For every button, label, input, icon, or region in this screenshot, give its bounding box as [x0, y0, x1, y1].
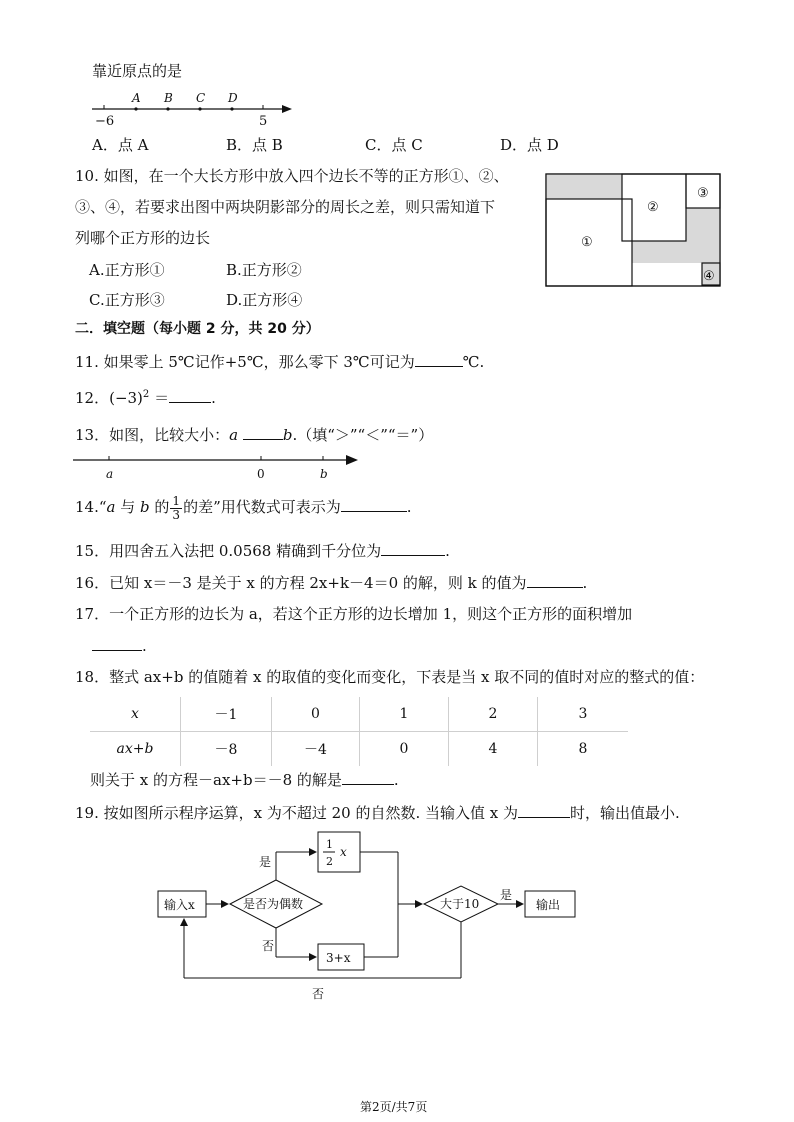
q10-option-a: A.正方形①: [89, 261, 165, 279]
q18-after-text: 则关于 x 的方程－ax+b＝－8 的解是: [90, 771, 342, 789]
table-cell: 3: [538, 697, 629, 732]
q10-label-1: ①: [581, 235, 593, 250]
q18-value-table: [90, 697, 628, 766]
q15: [75, 541, 450, 560]
q12-exponent: 2: [142, 389, 150, 400]
q14-open: 14.“: [75, 498, 107, 517]
table-cell: x: [131, 706, 139, 722]
q18-answer-blank[interactable]: [342, 770, 394, 785]
q13-answer-blank[interactable]: [243, 425, 283, 440]
q17-answer-line: [92, 636, 147, 655]
q14-var-b: b: [140, 498, 150, 517]
q12-end: .: [211, 389, 216, 407]
q10-option-d: D.正方形④: [226, 291, 303, 309]
q11-text: 11. 如果零上 5℃记作+5℃，那么零下 3℃可记为: [75, 353, 415, 371]
q19-answer-blank[interactable]: [518, 803, 570, 818]
q19-text: 19. 按如图所示程序运算，x 为不超过 20 的自然数. 当输入值 x 为: [75, 804, 519, 822]
q11-unit: ℃.: [462, 353, 485, 371]
q14-answer-blank[interactable]: [341, 497, 407, 512]
flow-half-den: 2: [326, 855, 333, 868]
q12-expression: (−3): [109, 389, 143, 407]
flow-no-label: 否: [262, 939, 275, 953]
q17-text: 17．一个正方形的边长为 a，若这个正方形的边长增加 1，则这个正方形的面积增加: [75, 605, 633, 623]
table-cell: 0: [272, 697, 360, 732]
q9-point-a: A: [132, 91, 141, 105]
q10-label-3: ③: [697, 186, 709, 201]
q14-fraction: [170, 495, 182, 521]
flow-input-label: 输入x: [164, 898, 195, 912]
q14-var-a: a: [106, 498, 116, 517]
q13-text: 13．如图，比较大小：: [75, 426, 230, 444]
q12-answer-blank[interactable]: [169, 388, 211, 403]
q13-axis-b: b: [320, 467, 328, 481]
flow-half-num: 1: [326, 838, 333, 851]
q19-end: 时，输出值最小.: [570, 804, 680, 822]
q18-end: .: [393, 771, 399, 789]
q12: [75, 388, 216, 407]
q15-end: .: [445, 542, 450, 560]
q11-answer-blank[interactable]: [415, 352, 463, 367]
q14-frac-den: 3: [172, 507, 181, 522]
q9-tick-right: 5: [259, 114, 268, 129]
flow-yes-label: 是: [259, 855, 272, 869]
q17-end: .: [142, 637, 147, 655]
q13-var-b: b: [282, 426, 293, 444]
q16: [75, 573, 587, 592]
table-cell: 0: [360, 732, 449, 767]
q13-var-a: a: [229, 426, 239, 444]
q16-text: 16．已知 x＝－3 是关于 x 的方程 2x+k－4＝0 的解，则 k 的值为: [75, 574, 527, 592]
q16-answer-blank[interactable]: [527, 573, 583, 588]
flow-yes2-label: 是: [500, 888, 513, 902]
q14-end: .: [406, 498, 412, 517]
q18-after: [90, 770, 399, 789]
q10-line2: ③、④，若要求出图中两块阴影部分的周长之差，则只需知道下: [75, 198, 496, 216]
q9-option-a: A．点 A: [92, 136, 149, 154]
table-cell: 2: [449, 697, 538, 732]
table-cell: 1: [360, 697, 449, 732]
q10-label-2: ②: [647, 200, 659, 215]
q10-shaded-top-left: [546, 174, 622, 199]
q13-axis-a: a: [106, 467, 114, 481]
q13-axis-zero: 0: [257, 467, 265, 481]
table-cell: 4: [449, 732, 538, 767]
q10-line1: 10. 如图，在一个大长方形中放入四个边长不等的正方形①、②、: [75, 167, 509, 185]
q13-number-line: [0, 448, 794, 488]
q9-point-c: C: [196, 91, 206, 105]
flow-compare-label: 大于10: [440, 897, 480, 911]
q10-label-4: ④: [703, 269, 715, 284]
q14-text: 的差”用代数式可表示为: [183, 498, 341, 517]
q15-answer-blank[interactable]: [381, 541, 445, 556]
q9-stem-end: 靠近原点的是: [92, 62, 183, 80]
q10-line3: 列哪个正方形的边长: [75, 229, 211, 247]
q13-hint: .（填“＞”“＜”“＝”）: [292, 426, 434, 444]
table-row: [90, 732, 628, 767]
q9-tick-left: −6: [95, 114, 115, 129]
q17-answer-blank[interactable]: [92, 636, 142, 651]
q9-option-c: C．点 C: [365, 136, 423, 154]
q9-point-b: B: [164, 91, 173, 105]
q10-option-b: B.正方形②: [226, 261, 302, 279]
q16-end: .: [582, 574, 588, 592]
q14-mid: 与: [115, 498, 141, 517]
q12-equals: ＝: [149, 389, 170, 407]
table-cell: ax+b: [90, 732, 181, 767]
q10-option-c: C.正方形③: [89, 291, 165, 309]
q18-text: 18．整式 ax+b 的值随着 x 的取值的变化而变化，下表是当 x 取不同的值时对应的整式的值：: [75, 668, 705, 686]
q19-flowchart: [0, 828, 794, 1008]
q12-number: 12．: [75, 389, 110, 407]
q13: [75, 425, 433, 444]
table-cell: －8: [181, 732, 272, 767]
q14-frac-num: 1: [172, 494, 181, 508]
flow-plus3-label: 3+x: [326, 951, 351, 965]
flow-half-var: x: [340, 845, 347, 859]
table-cell: 8: [538, 732, 629, 767]
q9-point-d: D: [228, 91, 238, 105]
q10-squares-figure: [545, 173, 725, 291]
page-number: 第2页/共7页: [360, 1100, 428, 1114]
q15-text: 15．用四舍五入法把 0.0568 精确到千分位为: [75, 542, 382, 560]
q11: [75, 352, 484, 371]
table-row: [90, 697, 628, 732]
flow-output-label: 输出: [536, 898, 561, 912]
q9-option-b: B．点 B: [226, 136, 283, 154]
flow-decision-label: 是否为偶数: [243, 897, 304, 911]
q19: [75, 803, 680, 822]
section2-title: 二．填空题（每小题 2 分，共 20 分）: [75, 321, 320, 337]
q9-option-d: D．点 D: [500, 136, 559, 154]
q14-de: 的: [149, 498, 170, 517]
q14: [75, 495, 412, 521]
table-cell: －1: [181, 697, 272, 732]
flow-no2-label: 否: [312, 987, 325, 1001]
table-cell: －4: [272, 732, 360, 767]
